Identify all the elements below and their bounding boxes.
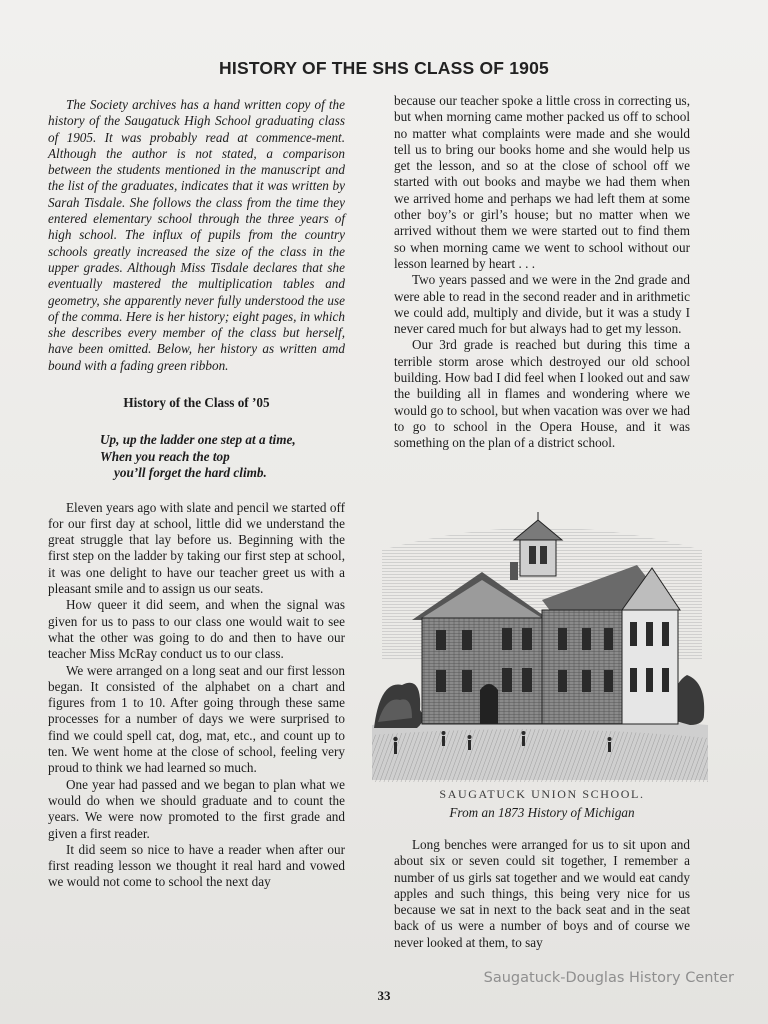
watermark: Saugatuck-Douglas History Center (483, 970, 734, 986)
body-paragraph: Eleven years ago with slate and pencil we started off for our first day at school, little did we understand the great struggle that lay before us. Beginning with the first step on the ladder by taking our first step at school, it was one delight to have our teacher greet us with a pleasant smile and to assign us our seats. (48, 499, 345, 597)
poem-line: Up, up the ladder one step at a time, (100, 432, 296, 448)
page-number: 33 (377, 988, 391, 1003)
school-engraving (372, 510, 708, 786)
body-paragraph: Long benches were arranged for us to sit upon and about six or seven could sit together, I remember a number of us girls sat together and we would eat candy apples and such things, this being very nice for us because we sat in next to the back seat and in the seat back of us were a number of boys and of course we never looked at them, to say (394, 837, 690, 950)
right-column (394, 93, 690, 452)
body-paragraph: One year had passed and we began to plan what we would do when we should graduate and to count the years. We were now promoted to the first grade and given a first reader. (48, 776, 345, 841)
right-column-continued (394, 837, 690, 951)
figure-caption: From an 1873 History of Michigan (449, 805, 635, 820)
body-paragraph: because our teacher spoke a little cross in correcting us, but when morning came mother packed us off to school no matter what complaints were made and she would tell us to bring our books home and she would help us get the lesson, and so at the close of school off we started with out books and maybe we had them when we arrived home and perhaps we had left them at some other boy’s or girl’s house; but no matter when we arrived without them we were started out to find them so when morning came we went to school without our lesson learned by heart . . . (394, 93, 690, 271)
poem-line: you’ll forget the hard climb. (114, 465, 267, 481)
body-paragraph: It did seem so nice to have a reader when after our first reading lesson we thought it real hard and vowed we would not come to school the next day (48, 841, 345, 890)
section-heading: History of the Class of ’05 (123, 395, 270, 411)
body-paragraph: Our 3rd grade is reached but during this time a terrible storm arose which destroyed our old school building. How bad I did feel when I looked out and saw the building all in flames and wondering where we would go to school, but when vacation was over we had to go to school in the Opera House, and it was something on the plan of a district school. (394, 337, 690, 451)
body-paragraph: We were arranged on a long seat and our first lesson began. It consisted of the alphabet on a chart and figures from 1 to 10. After going through these same processes for a number of days we were surprised to find we could spell cat, dog, mat, etc., and count up to ten. We went home at the close of school, feeling very proud to think we had learned so much. (48, 662, 345, 776)
body-paragraph: How queer it did seem, and when the signal was given for us to pass to our class one would wait to see what the other was going to do and then to have our teacher Miss McRay conduct us to our class. (48, 597, 345, 662)
epigraph-poem (100, 432, 345, 481)
school-building-illustration (372, 510, 708, 786)
engraving-label: SAUGATUCK UNION SCHOOL. (439, 787, 645, 801)
poem-line: When you reach the top (100, 448, 230, 464)
page-title: HISTORY OF THE SHS CLASS OF 1905 (219, 58, 549, 78)
left-column (48, 97, 345, 891)
intro-paragraph: The Society archives has a hand written copy of the history of the Saugatuck High School graduating class of 1905. It was probably read at commence-ment. Although the author is not stated, a comparison between the students mentioned in the manuscript and the list of the graduates, indicates that it was written by Sarah Tisdale. She follows the class from the time they entered elementary school through the three years of high school. The influx of pupils from the country schools greatly increased the size of the class in the upper grades. Although Miss Tisdale declares that she eventually mastered the multiplication tables and geometry, she apparently never fully understood the use of the comma. Here is her history; eight pages, in which she describes every member of the class but herself, have been omitted. Below, her history as written amd bound with a fading green ribbon. (48, 97, 345, 373)
body-paragraph: Two years passed and we were in the 2nd grade and were able to read in the second reader and in arithmetic we could add, multiply and divide, but it was a study I never cared much for but always had to get my lesson. (394, 272, 690, 337)
